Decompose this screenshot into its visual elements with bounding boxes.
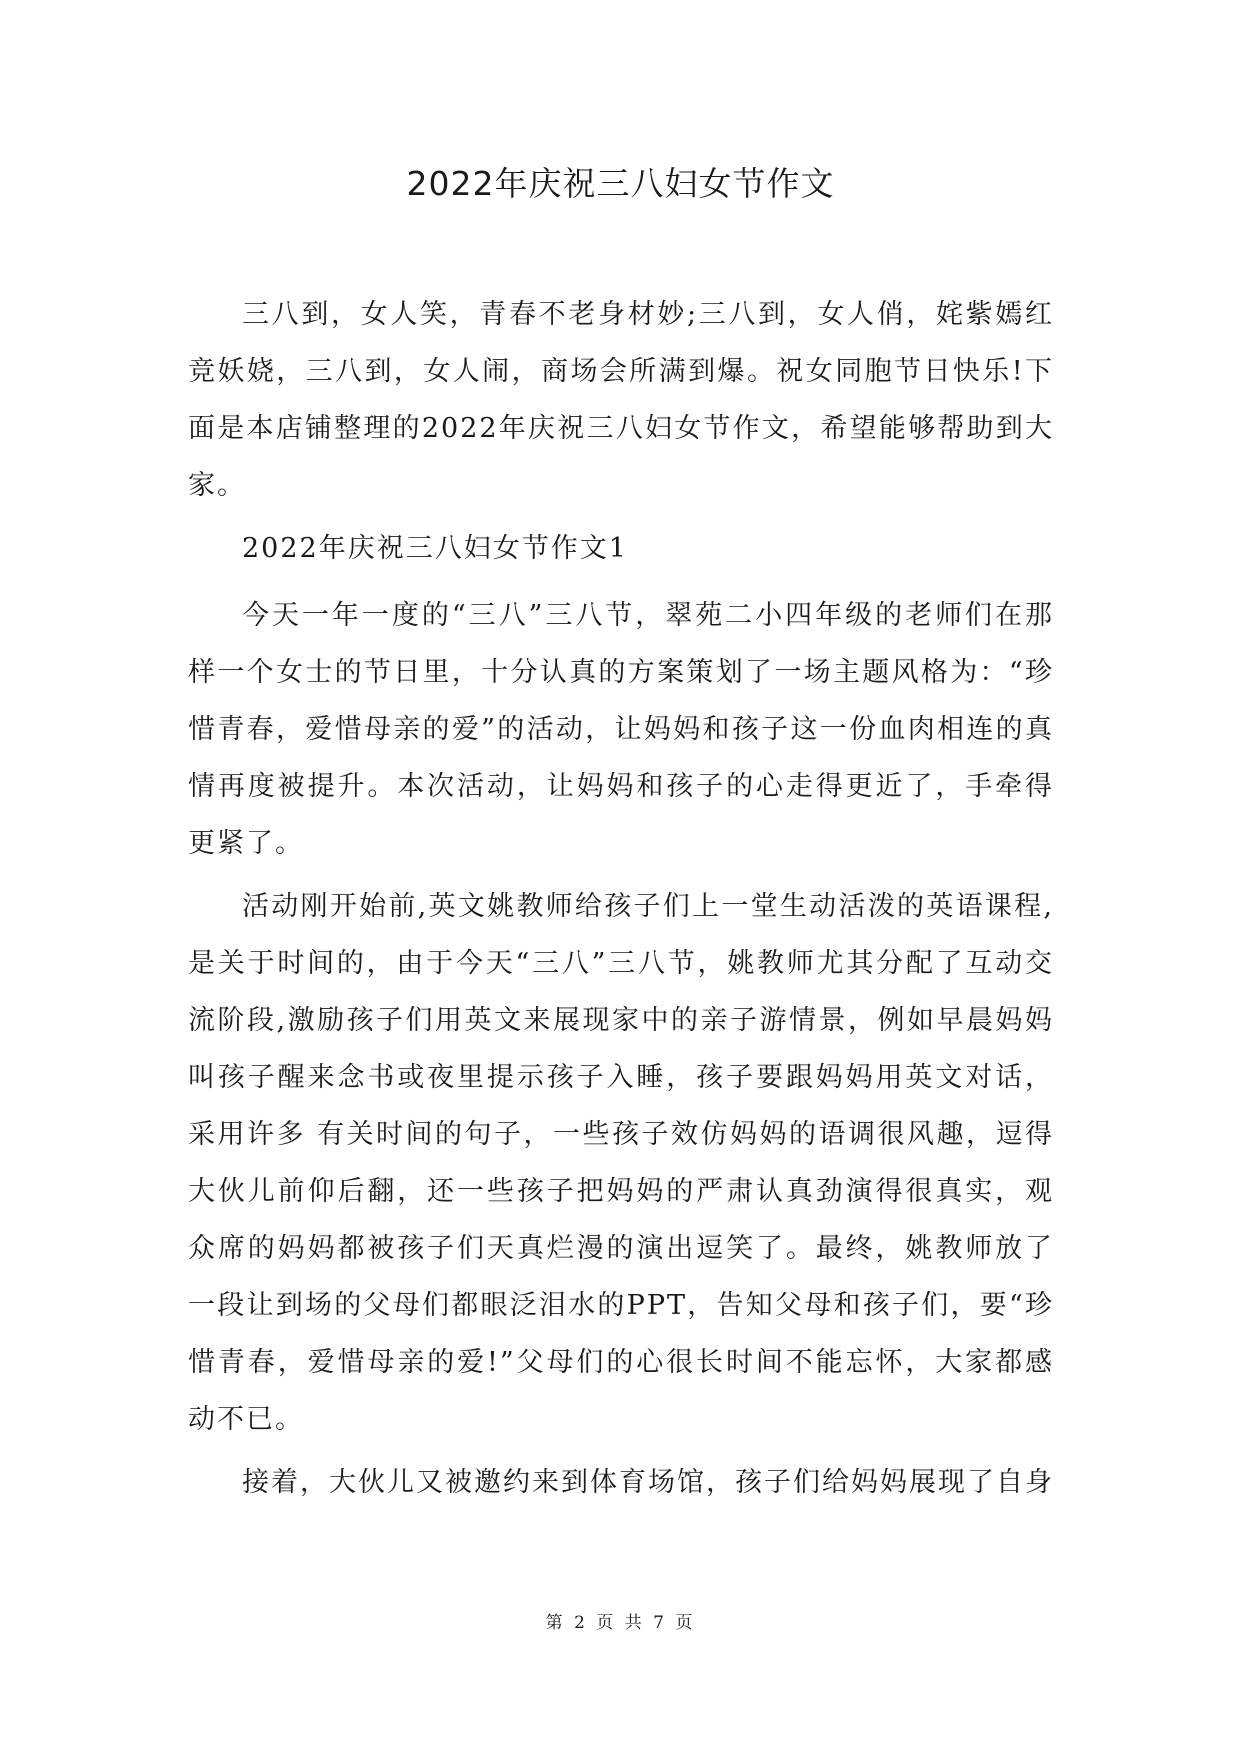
- essay-heading: 2022年庆祝三八妇女节作文1: [242, 533, 628, 564]
- total-pages-number: 7: [653, 1613, 667, 1633]
- footer-suffix: 页: [675, 1613, 696, 1633]
- current-page-number: 2: [574, 1613, 588, 1633]
- body-paragraph: 活动刚开始前,英文姚教师给孩子们上一堂生动活泼的英语课程,是关于时间的，由于今天“三八”三八节，姚教师尤其分配了互动交流阶段,激励孩子们用英文来展现家中的亲子游情景，例如早晨妈妈叫孩子醒来念书或夜里提示孩子入睡，孩子要跟妈妈用英文对话，采用许多 有关时间的句子，一些孩子效仿妈妈的语调很风趣，逗得大伙儿前仰后翻，还一些孩子把妈妈的严肃认真劲演得很真实，观众席的妈妈都被孩子们天真烂漫的演出逗笑了。最终，姚教师放了一段让到场的父母们都眼泛泪水的PPT，告知父母和孩子们，要“珍惜青春，爱惜母亲的爱!”父母们的心很长时间不能忘怀，大家都感动不已。: [188, 891, 1054, 1435]
- body-paragraph: 今天一年一度的“三八”三八节，翠苑二小四年级的老师们在那样一个女士的节日里，十分认真的方案策划了一场主题风格为：“珍惜青春，爱惜母亲的爱”的活动，让妈妈和孩子这一份血肉相连的真情再度被提升。本次活动，让妈妈和孩子的心走得更近了，手牵得更紧了。: [188, 600, 1054, 859]
- document-body: [188, 286, 1054, 1517]
- footer-prefix: 第: [545, 1613, 566, 1633]
- footer-middle: 页 共: [596, 1613, 645, 1633]
- page-footer: [0, 1608, 1241, 1633]
- body-paragraph: 接着，大伙儿又被邀约来到体育场馆，孩子们给妈妈展现了自身: [242, 1467, 1054, 1498]
- document-title: 2022年庆祝三八妇女节作文: [406, 164, 835, 203]
- intro-paragraph: 三八到，女人笑，青春不老身材妙;三八到，女人俏，姹紫嫣红竞妖娆，三八到，女人闹，商场会所满到爆。祝女同胞节日快乐!下面是本店铺整理的2022年庆祝三八妇女节作文，希望能够帮助到大家。: [188, 299, 1054, 501]
